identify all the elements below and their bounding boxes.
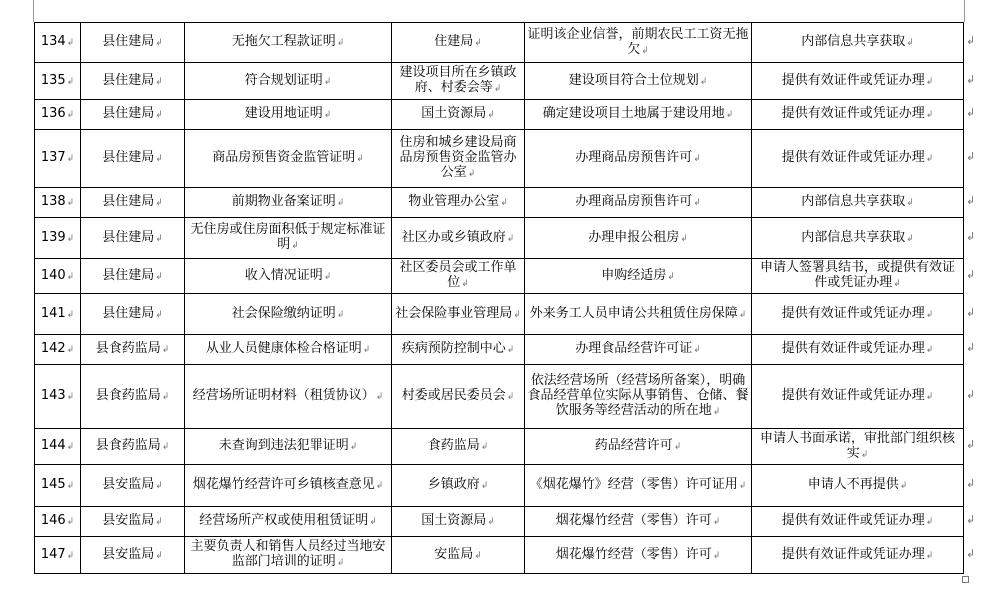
certificate-name-cell[interactable] bbox=[185, 335, 392, 365]
cell-end-mark: ↲ bbox=[66, 110, 75, 120]
purpose-cell[interactable] bbox=[525, 100, 752, 130]
cell-end-mark: ↲ bbox=[693, 198, 701, 208]
cell-end-mark: ↲ bbox=[925, 110, 934, 120]
cell-end-mark: ↲ bbox=[925, 345, 934, 355]
cell-end-mark: ↲ bbox=[667, 271, 675, 282]
row-end-mark: ↲ bbox=[966, 268, 976, 281]
certificate-name-cell[interactable] bbox=[185, 23, 392, 63]
cell-text: 141 bbox=[40, 305, 66, 321]
certificate-name-cell[interactable] bbox=[185, 429, 392, 465]
purpose-cell[interactable] bbox=[525, 294, 752, 335]
cell-end-mark: ↲ bbox=[461, 279, 469, 289]
certificate-name-cell[interactable] bbox=[185, 63, 392, 100]
department-cell[interactable] bbox=[81, 465, 185, 507]
issuing-unit-cell[interactable] bbox=[392, 507, 525, 537]
cell-text: 主要负责人和销售人员经过当地安监部门培训的证明 bbox=[190, 539, 386, 569]
cell-end-mark: ↲ bbox=[155, 309, 163, 320]
cell-end-mark: ↲ bbox=[66, 442, 75, 452]
department-cell[interactable] bbox=[81, 100, 185, 130]
cell-text: 提供有效证件或凭证办理 bbox=[781, 106, 925, 121]
cell-end-mark: ↲ bbox=[375, 481, 384, 491]
cell-end-mark: ↲ bbox=[155, 517, 163, 527]
purpose-cell[interactable] bbox=[525, 365, 752, 429]
cell-end-mark: ↲ bbox=[487, 517, 495, 527]
cell-end-mark: ↲ bbox=[66, 38, 75, 48]
table-row bbox=[35, 335, 964, 365]
cell-text: 147 bbox=[40, 546, 66, 562]
row-end-mark: ↲ bbox=[966, 306, 976, 319]
cell-text: 建设项目符合土位规划 bbox=[568, 72, 699, 88]
cell-end-mark: ↲ bbox=[860, 449, 869, 460]
certificate-name-cell[interactable] bbox=[185, 507, 392, 537]
certificate-name-cell[interactable] bbox=[185, 100, 392, 130]
cell-text: 未查询到违法犯罪证明 bbox=[218, 438, 349, 453]
row-number-cell[interactable] bbox=[35, 335, 81, 365]
cell-end-mark: ↲ bbox=[738, 481, 747, 491]
row-number-cell[interactable] bbox=[35, 294, 81, 335]
row-number-cell[interactable] bbox=[35, 130, 81, 188]
cell-end-mark: ↲ bbox=[155, 550, 163, 561]
cell-text: 142 bbox=[40, 341, 66, 356]
cell-end-mark: ↲ bbox=[323, 110, 332, 120]
row-number-cell[interactable] bbox=[35, 188, 81, 218]
purpose-cell[interactable] bbox=[525, 130, 752, 188]
cell-text: 县安监局 bbox=[102, 513, 155, 528]
cell-end-mark: ↲ bbox=[66, 517, 75, 527]
cell-text: 确定建设项目土地属于建设用地 bbox=[542, 106, 725, 121]
cell-text: 内部信息共享获取 bbox=[801, 34, 906, 49]
cell-text: 住房和城乡建设局商品房预售资金监管办公室 bbox=[399, 135, 517, 180]
cell-text: 140 bbox=[40, 267, 66, 283]
handling-method-cell[interactable] bbox=[752, 259, 964, 294]
issuing-unit-cell[interactable] bbox=[392, 63, 525, 100]
cell-text: 前期物业备案证明 bbox=[231, 194, 336, 209]
cell-text: 135 bbox=[40, 72, 66, 88]
department-cell[interactable] bbox=[81, 23, 185, 63]
department-cell[interactable] bbox=[81, 365, 185, 429]
cell-text: 138 bbox=[40, 194, 66, 209]
issuing-unit-cell[interactable] bbox=[392, 537, 525, 574]
cell-text: 内部信息共享获取 bbox=[801, 229, 906, 245]
issuing-unit-cell[interactable] bbox=[392, 259, 525, 294]
cell-end-mark: ↲ bbox=[336, 558, 345, 568]
row-end-mark: ↲ bbox=[966, 341, 976, 354]
row-end-mark: ↲ bbox=[966, 106, 976, 119]
cell-end-mark: ↲ bbox=[906, 233, 914, 244]
cell-text: 国土资源局 bbox=[421, 106, 487, 121]
cell-end-mark: ↲ bbox=[925, 309, 934, 320]
cell-end-mark: ↲ bbox=[506, 392, 515, 402]
cell-text: 县住建局 bbox=[102, 150, 155, 165]
cell-end-mark: ↲ bbox=[155, 154, 163, 164]
cell-end-mark: ↲ bbox=[474, 38, 482, 48]
cell-text: 商品房预售资金监管证明 bbox=[212, 150, 356, 165]
cell-text: 县食药监局 bbox=[95, 438, 161, 453]
cell-end-mark: ↲ bbox=[66, 392, 75, 402]
cell-end-mark: ↲ bbox=[467, 169, 476, 179]
cell-text: 县住建局 bbox=[102, 106, 155, 121]
cell-end-mark: ↲ bbox=[66, 198, 75, 208]
cell-text: 社区委员会或工作单位 bbox=[399, 260, 517, 290]
cell-text: 证明该企业信誉，前期农民工工资无拖欠 bbox=[527, 26, 749, 57]
cell-end-mark: ↲ bbox=[725, 110, 734, 120]
cell-text: 申请人签署具结书，或提供有效证件或凭证办理 bbox=[759, 260, 955, 290]
cell-end-mark: ↲ bbox=[161, 442, 170, 452]
table-row bbox=[35, 188, 964, 218]
cell-end-mark: ↲ bbox=[369, 517, 377, 527]
row-end-mark: ↲ bbox=[966, 438, 976, 451]
purpose-cell[interactable] bbox=[525, 218, 752, 259]
cell-text: 无拖欠工程款证明 bbox=[231, 34, 336, 49]
cell-text: 经营场所产权或使用租赁证明 bbox=[199, 513, 369, 528]
cell-end-mark: ↲ bbox=[161, 345, 170, 355]
row-end-mark: ↲ bbox=[966, 150, 976, 163]
cell-end-mark: ↲ bbox=[925, 392, 934, 402]
cell-end-mark: ↲ bbox=[161, 392, 170, 402]
issuing-unit-cell[interactable] bbox=[392, 365, 525, 429]
department-cell[interactable] bbox=[81, 429, 185, 465]
cell-text: 经营场所证明材料（租赁协议） bbox=[192, 388, 375, 403]
cell-end-mark: ↲ bbox=[925, 517, 934, 527]
cell-end-mark: ↲ bbox=[66, 76, 75, 87]
handling-method-cell[interactable] bbox=[752, 63, 964, 100]
row-number-cell[interactable] bbox=[35, 507, 81, 537]
cell-end-mark: ↲ bbox=[738, 309, 747, 320]
cell-text: 134 bbox=[40, 34, 66, 49]
handling-method-cell[interactable] bbox=[752, 130, 964, 188]
cell-end-mark: ↲ bbox=[641, 45, 649, 56]
table-row bbox=[35, 130, 964, 188]
department-cell[interactable] bbox=[81, 294, 185, 335]
cell-text: 国土资源局 bbox=[421, 513, 487, 528]
department-cell[interactable] bbox=[81, 537, 185, 574]
handling-method-cell[interactable] bbox=[752, 507, 964, 537]
cell-text: 食药监局 bbox=[427, 438, 480, 453]
cell-end-mark: ↲ bbox=[506, 345, 515, 355]
cell-text: 县住建局 bbox=[102, 267, 155, 283]
handling-method-cell[interactable] bbox=[752, 218, 964, 259]
issuing-unit-cell[interactable] bbox=[392, 294, 525, 335]
cell-text: 依法经营场所（经营场所备案），明确食品经营单位实际从事销售、仓储、餐饮服务等经营活动的所在地 bbox=[527, 373, 749, 418]
cell-text: 县住建局 bbox=[102, 229, 155, 245]
cell-text: 申请人书面承诺，审批部门组织核实 bbox=[759, 430, 955, 461]
cell-text: 社区办或乡镇政府 bbox=[401, 229, 506, 245]
certificate-name-cell[interactable] bbox=[185, 465, 392, 507]
cell-text: 137 bbox=[40, 150, 66, 165]
purpose-cell[interactable] bbox=[525, 537, 752, 574]
cell-end-mark: ↲ bbox=[356, 154, 364, 164]
cell-text: 烟花爆竹经营许可乡镇核查意见 bbox=[192, 477, 375, 492]
cell-text: 社会保险缴纳证明 bbox=[231, 305, 336, 321]
cell-text: 内部信息共享获取 bbox=[801, 194, 906, 209]
certificate-name-cell[interactable] bbox=[185, 259, 392, 294]
end-of-document-mark bbox=[962, 576, 969, 583]
cell-text: 136 bbox=[40, 106, 66, 121]
cell-end-mark: ↲ bbox=[487, 110, 495, 120]
row-number-cell[interactable] bbox=[35, 429, 81, 465]
issuing-unit-cell[interactable] bbox=[392, 465, 525, 507]
cell-text: 收入情况证明 bbox=[244, 267, 323, 283]
cell-end-mark: ↲ bbox=[925, 76, 934, 87]
cell-end-mark: ↲ bbox=[155, 198, 163, 208]
cell-end-mark: ↲ bbox=[336, 198, 345, 208]
cell-end-mark: ↲ bbox=[155, 110, 163, 120]
margin-guide-right bbox=[964, 0, 965, 22]
cell-text: 住建局 bbox=[434, 34, 474, 49]
table-row bbox=[35, 23, 964, 63]
cell-end-mark: ↲ bbox=[336, 309, 345, 320]
cell-text: 符合规划证明 bbox=[244, 72, 323, 88]
row-end-mark: ↲ bbox=[966, 388, 976, 401]
cell-text: 申请人不再提供 bbox=[807, 477, 899, 492]
cell-end-mark: ↲ bbox=[155, 76, 163, 87]
cell-text: 外来务工人员申请公共租赁住房保障 bbox=[529, 305, 738, 321]
cell-text: 提供有效证件或凭证办理 bbox=[781, 513, 925, 528]
cell-end-mark: ↲ bbox=[693, 345, 701, 355]
cell-end-mark: ↲ bbox=[323, 271, 332, 282]
table-row bbox=[35, 465, 964, 507]
cell-end-mark: ↲ bbox=[506, 233, 515, 244]
cell-end-mark: ↲ bbox=[513, 309, 521, 320]
certificate-name-cell[interactable] bbox=[185, 188, 392, 218]
department-cell[interactable] bbox=[81, 130, 185, 188]
department-cell[interactable] bbox=[81, 188, 185, 218]
cell-end-mark: ↲ bbox=[699, 76, 708, 87]
cell-end-mark: ↲ bbox=[66, 550, 75, 561]
cell-text: 提供有效证件或凭证办理 bbox=[781, 546, 925, 562]
document-table bbox=[34, 22, 964, 574]
issuing-unit-cell[interactable] bbox=[392, 130, 525, 188]
row-number-cell[interactable] bbox=[35, 23, 81, 63]
handling-method-cell[interactable] bbox=[752, 188, 964, 218]
table-row bbox=[35, 100, 964, 130]
cell-end-mark: ↲ bbox=[155, 233, 163, 244]
certificate-name-cell[interactable] bbox=[185, 537, 392, 574]
cell-text: 144 bbox=[40, 438, 66, 453]
cell-end-mark: ↲ bbox=[66, 345, 75, 355]
row-number-cell[interactable] bbox=[35, 63, 81, 100]
purpose-cell[interactable] bbox=[525, 507, 752, 537]
cell-end-mark: ↲ bbox=[712, 517, 721, 527]
cell-end-mark: ↲ bbox=[66, 309, 75, 320]
row-number-cell[interactable] bbox=[35, 365, 81, 429]
row-number-cell[interactable] bbox=[35, 100, 81, 130]
purpose-cell[interactable] bbox=[525, 63, 752, 100]
department-cell[interactable] bbox=[81, 335, 185, 365]
certificate-name-cell[interactable] bbox=[185, 294, 392, 335]
cell-end-mark: ↲ bbox=[712, 550, 721, 561]
cell-text: 139 bbox=[40, 229, 66, 245]
issuing-unit-cell[interactable] bbox=[392, 23, 525, 63]
cell-end-mark: ↲ bbox=[906, 38, 914, 48]
row-end-mark: ↲ bbox=[966, 34, 976, 47]
cell-end-mark: ↲ bbox=[66, 271, 75, 282]
cell-end-mark: ↲ bbox=[925, 550, 934, 561]
cell-end-mark: ↲ bbox=[362, 345, 371, 355]
cell-text: 《烟花爆竹》经营（零售）许可证用 bbox=[529, 477, 738, 492]
table-row bbox=[35, 294, 964, 335]
row-number-cell[interactable] bbox=[35, 537, 81, 574]
cell-text: 建设用地证明 bbox=[244, 106, 323, 121]
cell-text: 申购经适房 bbox=[601, 267, 667, 283]
cell-text: 县住建局 bbox=[102, 194, 155, 209]
handling-method-cell[interactable] bbox=[752, 429, 964, 465]
cell-text: 安监局 bbox=[434, 546, 474, 562]
cell-text: 县安监局 bbox=[102, 477, 155, 492]
purpose-cell[interactable] bbox=[525, 23, 752, 63]
cell-text: 县住建局 bbox=[102, 34, 155, 49]
row-end-mark: ↲ bbox=[966, 230, 976, 243]
cell-end-mark: ↲ bbox=[893, 279, 901, 289]
issuing-unit-cell[interactable] bbox=[392, 429, 525, 465]
cell-end-mark: ↲ bbox=[291, 241, 299, 251]
issuing-unit-cell[interactable] bbox=[392, 188, 525, 218]
issuing-unit-cell[interactable] bbox=[392, 218, 525, 259]
cell-text: 办理申报公租房 bbox=[588, 229, 680, 245]
cell-text: 疾病预防控制中心 bbox=[401, 341, 506, 356]
table-row bbox=[35, 259, 964, 294]
handling-method-cell[interactable] bbox=[752, 23, 964, 63]
cell-text: 从业人员健康体检合格证明 bbox=[205, 341, 362, 356]
cell-text: 县食药监局 bbox=[95, 341, 161, 356]
table-row bbox=[35, 218, 964, 259]
row-end-mark: ↲ bbox=[966, 477, 976, 490]
issuing-unit-cell[interactable] bbox=[392, 335, 525, 365]
handling-method-cell[interactable] bbox=[752, 335, 964, 365]
row-number-cell[interactable] bbox=[35, 465, 81, 507]
purpose-cell[interactable] bbox=[525, 259, 752, 294]
handling-method-cell[interactable] bbox=[752, 365, 964, 429]
certificate-name-cell[interactable] bbox=[185, 218, 392, 259]
cell-text: 村委或居民委员会 bbox=[401, 388, 506, 403]
cell-end-mark: ↲ bbox=[899, 481, 908, 491]
row-end-mark: ↲ bbox=[966, 513, 976, 526]
handling-method-cell[interactable] bbox=[752, 100, 964, 130]
handling-method-cell[interactable] bbox=[752, 465, 964, 507]
cell-text: 提供有效证件或凭证办理 bbox=[781, 341, 925, 356]
certificate-name-cell[interactable] bbox=[185, 365, 392, 429]
cell-end-mark: ↲ bbox=[155, 271, 163, 282]
cell-text: 县住建局 bbox=[102, 72, 155, 88]
purpose-cell[interactable] bbox=[525, 429, 752, 465]
department-cell[interactable] bbox=[81, 63, 185, 100]
purpose-cell[interactable] bbox=[525, 188, 752, 218]
cell-end-mark: ↲ bbox=[673, 442, 682, 452]
cell-end-mark: ↲ bbox=[66, 233, 75, 244]
cell-end-mark: ↲ bbox=[493, 84, 502, 94]
cell-end-mark: ↲ bbox=[480, 442, 489, 452]
cell-text: 药品经营许可 bbox=[594, 438, 673, 453]
cell-end-mark: ↲ bbox=[925, 154, 934, 164]
cell-text: 提供有效证件或凭证办理 bbox=[781, 150, 925, 165]
purpose-cell[interactable] bbox=[525, 465, 752, 507]
department-cell[interactable] bbox=[81, 507, 185, 537]
cell-text: 烟花爆竹经营（零售）许可 bbox=[555, 546, 712, 562]
row-number-cell[interactable] bbox=[35, 218, 81, 259]
table-row bbox=[35, 429, 964, 465]
cell-end-mark: ↲ bbox=[336, 38, 345, 48]
cell-text: 县安监局 bbox=[102, 546, 155, 562]
cell-text: 办理食品经营许可证 bbox=[575, 341, 693, 356]
cell-end-mark: ↲ bbox=[66, 481, 75, 491]
cell-end-mark: ↲ bbox=[66, 154, 75, 164]
cell-text: 县住建局 bbox=[102, 305, 155, 321]
handling-method-cell[interactable] bbox=[752, 537, 964, 574]
cell-end-mark: ↲ bbox=[480, 481, 489, 491]
cell-text: 提供有效证件或凭证办理 bbox=[781, 72, 925, 88]
cell-text: 143 bbox=[40, 388, 66, 403]
cell-end-mark: ↲ bbox=[155, 481, 163, 491]
table-row bbox=[35, 63, 964, 100]
department-cell[interactable] bbox=[81, 218, 185, 259]
cell-end-mark: ↲ bbox=[500, 198, 508, 208]
row-end-mark: ↲ bbox=[966, 73, 976, 86]
cell-end-mark: ↲ bbox=[693, 154, 701, 164]
cell-text: 146 bbox=[40, 513, 66, 528]
cell-text: 办理商品房预售许可 bbox=[575, 150, 693, 165]
cell-text: 提供有效证件或凭证办理 bbox=[781, 388, 925, 403]
cell-text: 办理商品房预售许可 bbox=[575, 194, 693, 209]
table-row bbox=[35, 537, 964, 574]
cell-text: 建设项目所在乡镇政府、村委会等 bbox=[399, 65, 517, 95]
certificate-name-cell[interactable] bbox=[185, 130, 392, 188]
cell-end-mark: ↲ bbox=[375, 392, 384, 402]
cell-text: 社会保险事业管理局 bbox=[395, 305, 513, 321]
table-row bbox=[35, 365, 964, 429]
cell-end-mark: ↲ bbox=[349, 442, 358, 452]
cell-end-mark: ↲ bbox=[323, 76, 332, 87]
cell-text: 145 bbox=[40, 477, 66, 492]
cell-text: 烟花爆竹经营（零售）许可 bbox=[555, 513, 712, 528]
cell-text: 无住房或住房面积低于规定标准证明 bbox=[190, 222, 386, 252]
handling-method-cell[interactable] bbox=[752, 294, 964, 335]
cell-end-mark: ↲ bbox=[906, 198, 914, 208]
row-end-mark: ↲ bbox=[966, 547, 976, 560]
cell-text: 提供有效证件或凭证办理 bbox=[781, 305, 925, 321]
row-number-cell[interactable] bbox=[35, 259, 81, 294]
row-end-mark: ↲ bbox=[966, 194, 976, 207]
issuing-unit-cell[interactable] bbox=[392, 100, 525, 130]
cell-end-mark: ↲ bbox=[155, 38, 163, 48]
purpose-cell[interactable] bbox=[525, 335, 752, 365]
cell-end-mark: ↲ bbox=[474, 550, 482, 561]
cell-text: 乡镇政府 bbox=[427, 477, 480, 492]
cell-end-mark: ↲ bbox=[712, 407, 721, 417]
department-cell[interactable] bbox=[81, 259, 185, 294]
table-row bbox=[35, 507, 964, 537]
margin-guide-left bbox=[33, 0, 34, 22]
cell-text: 县食药监局 bbox=[95, 388, 161, 403]
cell-text: 物业管理办公室 bbox=[408, 194, 500, 209]
cell-end-mark: ↲ bbox=[680, 233, 688, 244]
